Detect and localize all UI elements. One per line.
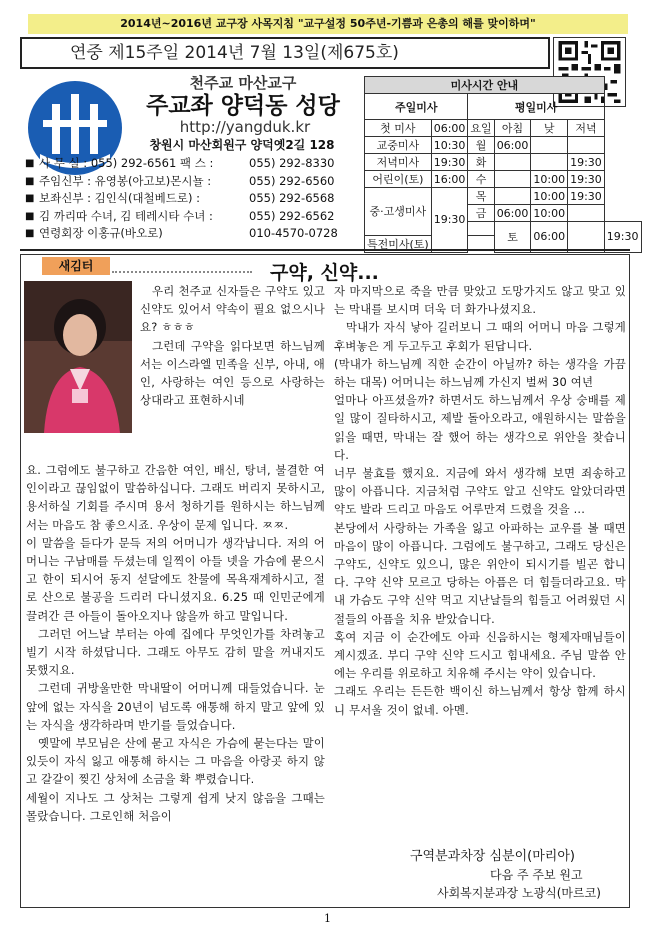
mass-title: 미사시간 안내 <box>365 77 605 94</box>
article-paragraph: 옛말에 부모님은 산에 묻고 자식은 가슴에 묻는다는 말이 있듯이 자식 잃고 애통해 하시는 그 마음을 아랑곳 하지 않고 갈갈이 찢긴 상처에 소금을 확 뿌렸습니다. <box>26 736 325 787</box>
article-paragraph: (막내가 하느님께 직한 순간이 아닐까? 하는 생각을 가끔 하는 대목) 어머니는 하느님께 가신지 벌써 30 여년 <box>334 356 626 390</box>
table-row <box>365 154 642 171</box>
article-paragraph: 본당에서 사랑하는 가족을 잃고 아파하는 교우를 볼 때면 마음이 많이 아픕니다. 그럼에도 불구하고, 그래도 당신은 구약도, 신약도 있으니, 많은 위안이 되시기를 빌곤 합니다. 구약 신약 모르고 당하는 아픔은 더 힘들더라고요. 막내 가슴도 구약 신약 먹고 지난날들의 힘들고 어려웠던 시절들의 아픔을 치유 받았습니다. <box>334 520 626 626</box>
bullet-icon: ■ <box>25 210 35 222</box>
article-paragraph: 막내가 자식 낳아 길러보니 그 때의 어머니 마음 그렇게 후벼놓은 게 두고두고 후회가 된답니다. <box>334 320 626 353</box>
article-column-right <box>334 282 626 719</box>
contact-phone: 055) 292-6560 <box>249 173 335 188</box>
article-paragraph: 그런데 구약을 읽다보면 하느님께서는 이스라엘 민족을 신부, 아내, 애인, 사랑하는 여인 등으로 사랑하는 상대라고 표현하시네 <box>140 338 325 408</box>
weekday-time <box>531 137 568 154</box>
article-paragraph: 그런데 귀방울만한 막내딸이 어머니께 대들었습니다. 눈앞에 없는 자식을 20년이 넘도록 애통해 하지 말고 앞에 있는 자식을 생각하라며 반기를 들었습니다. <box>26 681 325 732</box>
weekday-time <box>531 154 568 171</box>
article-paragraph: 그래도 우리는 든든한 백이신 하느님께서 항상 함께 하시니 무서울 것이 없네. 아멘. <box>334 684 626 717</box>
mass-schedule-table <box>364 76 642 253</box>
weekday-time: 06:00 <box>494 205 531 222</box>
parish-name: 주교좌 양덕동 성당 <box>146 93 340 119</box>
contact-phone: 010-4570-0728 <box>249 226 338 240</box>
weekday-time: 10:00 <box>531 171 568 188</box>
bullet-icon: ■ <box>25 193 35 204</box>
sunday-mass-name: 어린이(토) <box>365 171 432 188</box>
table-row <box>365 120 642 137</box>
sunday-mass-time: 06:00 <box>431 120 468 137</box>
bullet-icon: ■ <box>25 158 35 169</box>
contact-label: 보좌신부 : 김인식(대철베드로) : <box>39 191 200 205</box>
article-paragraph: 요. 그럼에도 불구하고 간음한 여인, 배신, 탕녀, 불결한 여인이라고 끊임없이 말씀하십니다. 그래도 버리지 못하시고, 용서하실 기회를 주시며 용서 청하기를 원하시는 하느님께서는 마음도 참 좋으시죠. 우상이 문제 입니다. ㅉㅉ. <box>26 463 325 532</box>
weekday-day: 토 <box>494 222 531 253</box>
table-cell <box>468 222 494 236</box>
sunday-mass-name: 중·고생미사 <box>365 188 432 236</box>
article-column-left-top <box>140 282 325 409</box>
contact-row <box>25 225 375 243</box>
weekday-day: 금 <box>468 205 494 222</box>
weekday-time: 10:00 <box>531 205 568 222</box>
weekday-col-header: 요일 <box>468 120 494 137</box>
weekday-time <box>568 222 605 253</box>
article-paragraph: 그러던 어느날 부터는 아예 집에다 무엇인가를 차려놓고 빌기 시작 하셨답니다. 그래도 아무도 감히 말을 꺼내지도 못했지요. <box>26 626 325 678</box>
table-row <box>365 171 642 188</box>
weekday-header: 평일미사 <box>468 94 604 120</box>
contact-row <box>25 208 375 226</box>
article-author: 구역분과차장 심분이(마리아) <box>410 849 575 864</box>
parish-address: 창원시 마산회원구 양덕옛2길 128 <box>149 138 335 152</box>
article-paragraph: 자 마지막으로 죽을 만큼 맞았고 도망가지도 않고 맞고 있는 막내를 보시며 더욱 더 화가나셨지요. <box>334 284 626 317</box>
article-paragraph: 우리 천주교 신자들은 구약도 있고 신약도 있어서 약속이 필요 없으시나요? ㅎㅎㅎ <box>140 284 325 335</box>
weekday-day: 목 <box>468 188 494 205</box>
sunday-mass-time: 19:30 <box>431 154 468 171</box>
page-number: 1 <box>324 912 331 925</box>
weekday-time: 19:30 <box>568 171 605 188</box>
weekday-time: 19:30 <box>568 154 605 171</box>
article-paragraph: 이 말씀을 듣다가 문득 저의 어머니가 생각납니다. 저의 어머니는 구남매를 두셨는데 일찍이 아들 넷을 가슴에 묻으시고 한이 되시어 동지 섣달에도 찬물에 목욕재계하시고, 절로 산으로 불공을 드리러 다니셨지요. 6.25 때 인민군에게 끌려간 큰 아들이 돌아오지나 않을까 하고 말입니다. <box>26 535 325 623</box>
contact-phone: 055) 292-8330 <box>249 156 335 170</box>
contact-row <box>25 173 375 191</box>
contact-label: 김 까리따 수녀, 김 테레시타 수녀 : <box>39 208 213 223</box>
motto-banner: 2014년~2016년 교구장 사목지침 "교구설정 50주년-기쁨과 은총의 해를 맞이하며" <box>28 14 628 34</box>
table-row <box>365 188 642 205</box>
weekday-time <box>494 154 531 171</box>
contact-row <box>25 190 375 208</box>
article-title: 구약, 신약... <box>270 262 379 284</box>
weekday-col-header: 낮 <box>531 120 568 137</box>
contact-row <box>25 155 375 173</box>
contact-phone: 055) 292-6568 <box>249 191 335 205</box>
bullet-icon: ■ <box>25 175 35 187</box>
article-paragraph: 세월이 지나도 그 상처는 그렇게 쉽게 낫지 않음을 그때는 몰랐습니다. 그로인해 처음이 <box>26 790 325 823</box>
article-column-left-bottom <box>26 461 325 825</box>
divider <box>20 249 630 253</box>
weekday-time <box>494 188 531 205</box>
divider <box>112 259 252 273</box>
article-paragraph: 너무 불효를 했지요. 지금에 와서 생각해 보면 죄송하고 많이 아픕니다. 지금처럼 구약도 알고 신약도 알았더라면 약도 발라 드리고 마음도 어루만져 드렸을 것을 ... <box>334 466 626 517</box>
table-row <box>365 137 642 154</box>
sunday-header: 주일미사 <box>365 94 468 120</box>
sunday-mass-name: 특전미사(토) <box>365 235 432 252</box>
sunday-mass-name: 첫 미사 <box>365 120 432 137</box>
weekday-day: 월 <box>468 137 494 154</box>
contact-label: 주임신부 : 유영봉(아고보)몬시뇰 : <box>39 173 212 188</box>
weekday-time <box>494 171 531 188</box>
weekday-time: 19:30 <box>568 188 605 205</box>
issue-line: 연중 제15주일 2014년 7월 13일(제675호) <box>20 37 550 69</box>
diocese-name: 천주교 마산교구 <box>189 74 297 92</box>
weekday-time: 06:00 <box>531 222 568 253</box>
bullet-icon: ■ <box>25 228 35 239</box>
author-photo <box>24 281 132 433</box>
weekday-time <box>568 205 605 222</box>
sunday-mass-name: 교중미사 <box>365 137 432 154</box>
contact-phone: 055) 292-6562 <box>249 208 335 223</box>
weekday-col-header: 아침 <box>494 120 531 137</box>
sunday-mass-time: 19:30 <box>431 188 468 253</box>
sunday-mass-time: 16:00 <box>431 171 468 188</box>
weekday-time: 10:00 <box>531 188 568 205</box>
parish-url[interactable]: http://yangduk.kr <box>179 118 311 136</box>
contact-label: 사 무 실 : 055) 292-6561 팩 스 : <box>39 156 214 170</box>
weekday-day: 수 <box>468 171 494 188</box>
contact-label: 연령회장 이홍규(바오로) <box>39 226 163 240</box>
next-issue-author: 사회복지분과장 노광식(마르코) <box>437 886 601 900</box>
next-issue-label: 다음 주 주보 원고 <box>490 868 583 882</box>
weekday-time: 06:00 <box>494 137 531 154</box>
section-tag: 새김터 <box>42 257 110 275</box>
weekday-col-header: 저녁 <box>568 120 605 137</box>
contact-list <box>25 155 375 243</box>
weekday-time <box>568 137 605 154</box>
sunday-mass-time: 10:30 <box>431 137 468 154</box>
article-paragraph: 얼마나 아프셨을까? 하면서도 하느님께서 우상 숭배를 제일 많이 질타하시고, 제발 돌아오라고, 애원하시는 말씀을 읽을 때면, 막내는 잘 했어 하는 생각으로 위안을 찾습니다. <box>334 393 626 462</box>
weekday-time: 19:30 <box>604 222 641 253</box>
sunday-mass-name: 저녁미사 <box>365 154 432 171</box>
article-paragraph: 혹여 지금 이 순간에도 아파 신음하시는 형제자매님들이 계시겠죠. 부디 구약 신약 드시고 힘내세요. 주님 말씀 안에는 우리를 위로하고 치유해 주시는 약이 있습니다. <box>334 629 626 681</box>
weekday-day: 화 <box>468 154 494 171</box>
